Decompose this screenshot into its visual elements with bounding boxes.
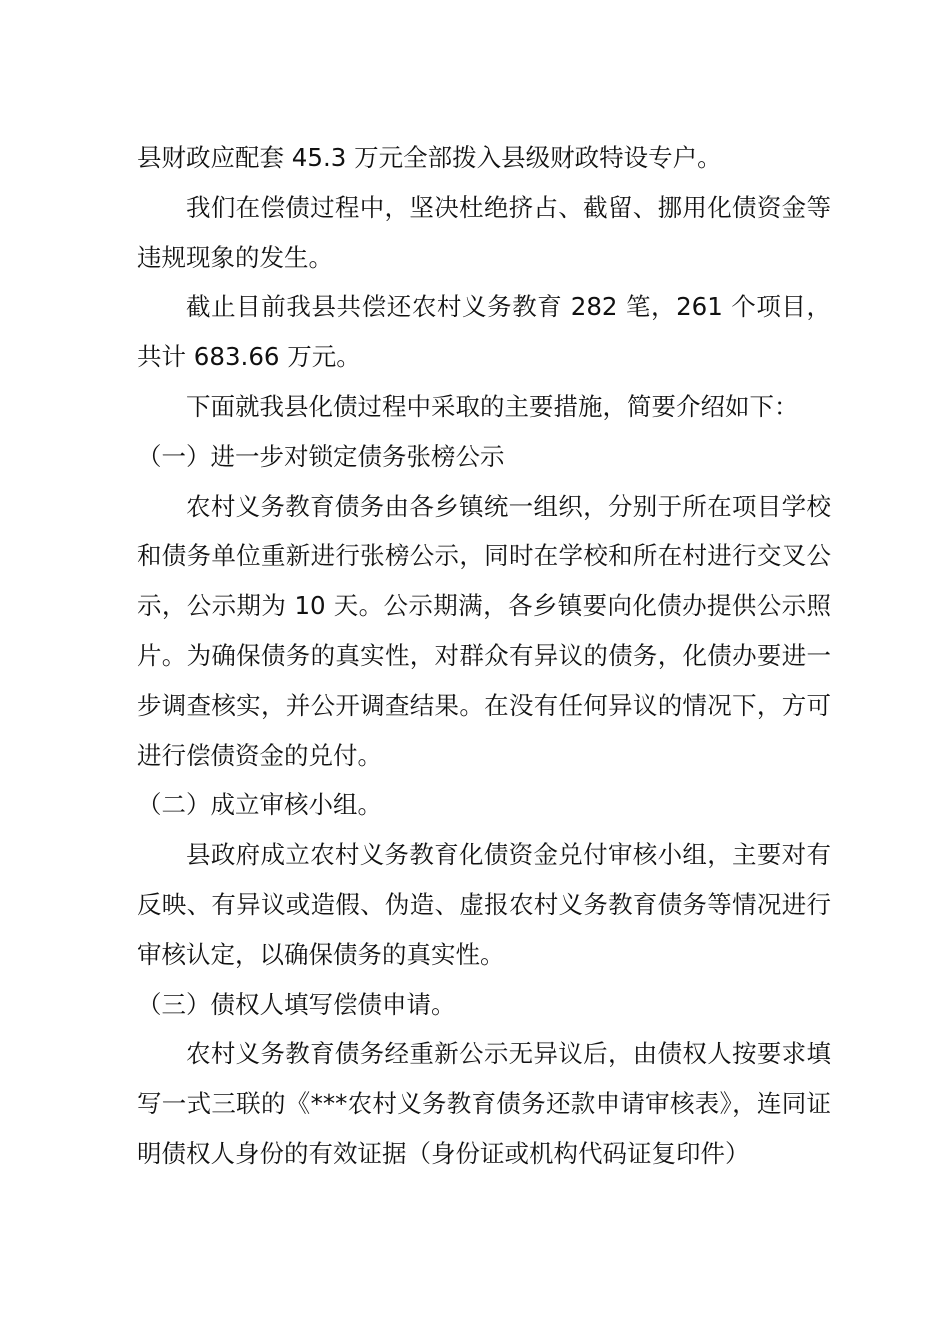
paragraph-repayment-total: 截止目前我县共偿还农村义务教育 282 笔，261 个项目，共计 683.66 万元。 (137, 292, 831, 372)
paragraph-public-notice: 农村义务教育债务由各乡镇统一组织，分别于所在项目学校和债务单位重新进行张榜公示，同时在学校和所在村进行交叉公示，公示期为 10 天。公示期满，各乡镇要向化债办提供公示照片。为确保债务的真实性，对群众有异议的债务，化债办要进一步调查核实，并公开调查结果。在没有任何异议的情况下，方可进行偿债资金的兑付。 (137, 491, 831, 770)
paragraph-application: 农村义务教育债务经重新公示无异议后，由债权人按要求填写一式三联的《***农村义务教育债务还款申请审核表》，连同证明债权人身份的有效证据（身份证或机构代码证复印件） (137, 1039, 831, 1168)
paragraph-measures-intro: 下面就我县化债过程中采取的主要措施，简要介绍如下： (186, 391, 799, 421)
section-heading-2: （二）成立审核小组。 (137, 790, 382, 820)
paragraph-continuation: 县财政应配套 45.3 万元全部拨入县级财政特设专户。 (137, 143, 722, 172)
section-heading-1: （一）进一步对锁定债务张榜公示 (137, 441, 505, 471)
section-heading-3: （三）债权人填写偿债申请。 (137, 989, 456, 1019)
document-body (137, 133, 831, 1179)
paragraph-no-misuse: 我们在偿债过程中，坚决杜绝挤占、截留、挪用化债资金等违规现象的发生。 (137, 192, 831, 272)
paragraph-review-group: 县政府成立农村义务教育化债资金兑付审核小组，主要对有反映、有异议或造假、伪造、虚报农村义务教育债务等情况进行审核认定，以确保债务的真实性。 (137, 840, 831, 969)
